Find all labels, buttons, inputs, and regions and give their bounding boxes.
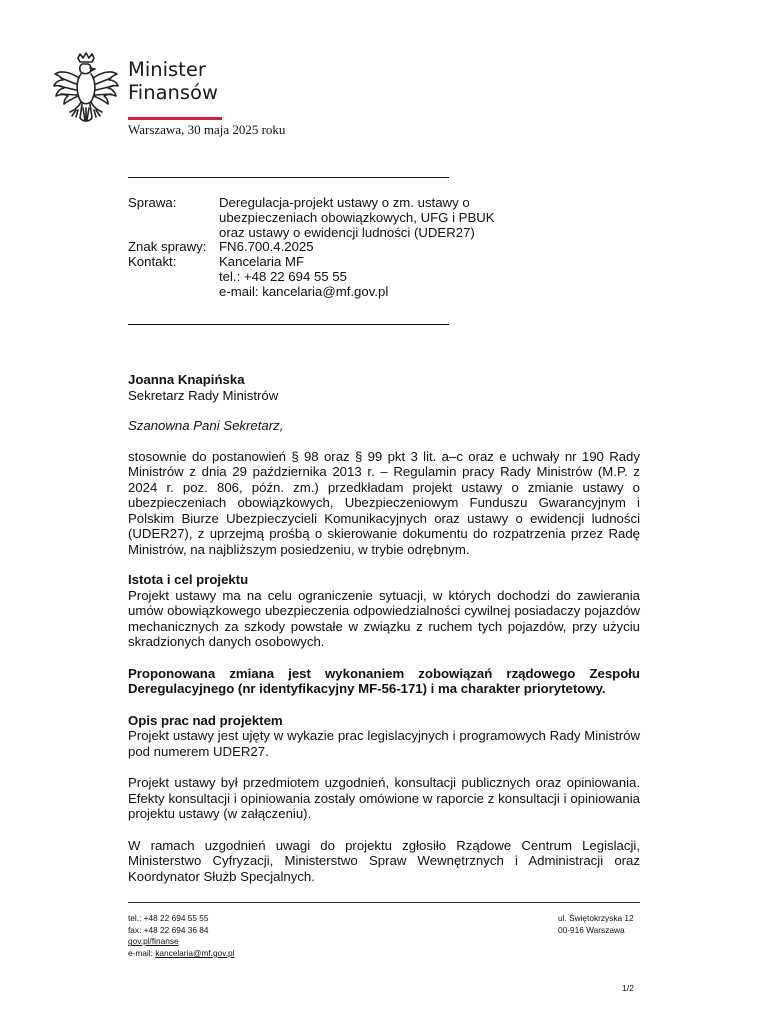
accent-bar xyxy=(128,117,222,120)
subject-line: oraz ustawy o ewidencji ludności (UDER27) xyxy=(219,224,475,240)
footer-email-label: e-mail: xyxy=(128,947,156,958)
footer-email-row xyxy=(128,948,235,960)
footer-website-link[interactable]: gov.pl/finanse xyxy=(128,936,179,947)
ministry-line-1: Minister xyxy=(128,58,206,81)
subject-line: ubezpieczeniach obowiązkowych, UFG i PBUK xyxy=(219,209,495,225)
work-paragraph-1: Projekt ustawy jest ujęty w wykazie prac legislacyjnych i programowych Rady Ministrów pod numerem UDER27. xyxy=(128,728,640,759)
contact-line: Kancelaria MF xyxy=(219,254,305,270)
essence-paragraph: Projekt ustawy ma na celu ograniczenie sytuacji, w których dochodzi do zawierania umów obowiązkowego ubezpieczenia odpowiedzialności cywilnej posiadaczy pojazdów mechanicznych za szkody powstałe w związku z ruchem tych pojazdów, przy użyciu skradzionych danych osobowych. xyxy=(128,587,640,649)
contact-label: Kontakt: xyxy=(128,254,177,270)
place-date: Warszawa, 30 maja 2025 roku xyxy=(128,122,286,137)
letter-body xyxy=(128,372,640,884)
footer-city: 00-916 Warszawa xyxy=(558,924,625,935)
reference-value: FN6.700.4.2025 xyxy=(219,239,314,255)
subject-line: Deregulacja-projekt ustawy o zm. ustawy o xyxy=(219,195,470,210)
case-metadata xyxy=(128,196,519,300)
footer-street: ul. Świętokrzyska 12 xyxy=(558,913,634,923)
footer-email-link[interactable]: kancelaria@mf.gov.pl xyxy=(155,947,235,958)
contact-value xyxy=(219,255,519,299)
ministry-line-2: Finansów xyxy=(128,81,218,104)
work-paragraph-3: W ramach uzgodnień uwagi do projektu zgłosiło Rządowe Centrum Legislacji, Ministerstwo Cyfryzacji, Ministerstwo Spraw Wewnętrznych i Administracji oraz Koordynator Służb Specjalnych. xyxy=(128,837,640,884)
priority-paragraph: Proponowana zmiana jest wykonaniem zobowiązań rządowego Zespołu Deregulacyjnego (nr identyfikacyjny MF-56-171) i ma charakter priorytetowy. xyxy=(128,665,640,696)
work-paragraph-2: Projekt ustawy był przedmiotem uzgodnień, konsultacji publicznych oraz opiniowania. Efekty konsultacji i opiniowania zostały omówione w raporcie z konsultacji i opiniowania projektu ustawy (w załączeniu). xyxy=(128,775,640,821)
footer-address xyxy=(558,913,634,936)
footer-contact xyxy=(128,913,235,959)
divider-top xyxy=(128,177,449,178)
intro-paragraph: stosownie do postanowień § 98 oraz § 99 pkt 3 lit. a–c oraz e uchwały nr 190 Rady Ministrów z dnia 29 października 2013 r. – Regulamin pracy Rady Ministrów (M.P. z 2024 r. poz. 806, późn. zm.) przedkładam projekt ustawy o zmianie ustawy o ubezpieczeniach obowiązkowych, Ubezpieczeniowym Funduszu Gwarancyjnym i Polskim Biurze Ubezpieczycieli Komunikacyjnych oraz ustawy o ewidencji ludności (UDER27), z uprzejmą prośbą o skierowanie dokumentu do rozpatrzenia przez Radę Ministrów, na najbliższym posiedzeniu, w trybie odrębnym. xyxy=(128,448,640,557)
footer-tel: tel.: +48 22 694 55 55 xyxy=(128,913,209,923)
subject-label: Sprawa: xyxy=(128,195,177,210)
footer-divider xyxy=(128,902,640,903)
salutation: Szanowna Pani Sekretarz, xyxy=(128,418,284,433)
recipient-title: Sekretarz Rady Ministrów xyxy=(128,387,279,403)
subject-value xyxy=(219,196,519,240)
work-heading: Opis prac nad projektem xyxy=(128,712,283,728)
footer-fax: fax: +48 22 694 36 84 xyxy=(128,924,209,935)
reference-row xyxy=(128,240,519,255)
divider-bottom xyxy=(128,324,449,325)
reference-label: Znak sprawy: xyxy=(128,239,207,255)
recipient-name: Joanna Knapińska xyxy=(128,372,245,387)
essence-heading: Istota i cel projektu xyxy=(128,572,249,587)
contact-line: tel.: +48 22 694 55 55 xyxy=(219,268,347,284)
contact-line: e-mail: kancelaria@mf.gov.pl xyxy=(219,283,389,299)
subject-row xyxy=(128,196,519,240)
contact-row xyxy=(128,255,519,299)
page-number: 1/2 xyxy=(622,983,634,993)
ministry-name xyxy=(128,58,218,104)
polish-eagle-emblem-icon xyxy=(52,52,120,128)
